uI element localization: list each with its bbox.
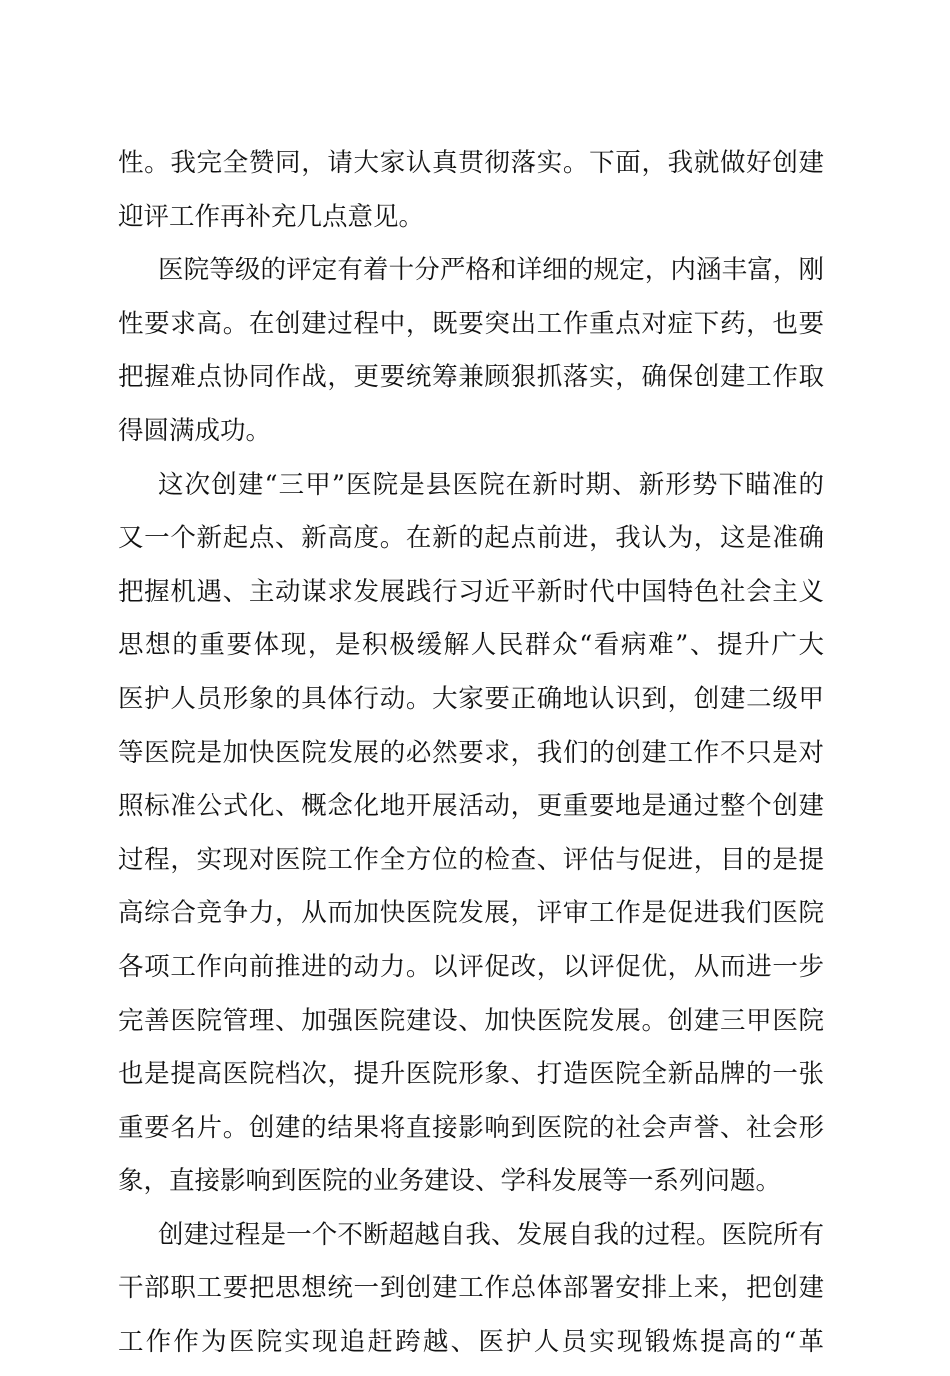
paragraph-4-line-1: 创建过程是一个不断超越自我、发展自我的过程。医院所有 bbox=[158, 1219, 824, 1250]
paragraph-2-line-4: 得圆满成功。 bbox=[118, 415, 272, 446]
paragraph-3-line-11: 完善医院管理、加强医院建设、加快医院发展。创建三甲医院 bbox=[118, 1005, 824, 1036]
paragraph-3-line-10: 各项工作向前推进的动力。以评促改，以评促优，从而进一步 bbox=[118, 951, 824, 982]
paragraph-2-line-2: 性要求高。在创建过程中，既要突出工作重点对症下药，也要 bbox=[118, 308, 824, 339]
paragraph-3-line-12: 也是提高医院档次，提升医院形象、打造医院全新品牌的一张 bbox=[118, 1059, 824, 1090]
paragraph-3-line-1: 这次创建“三甲”医院是县医院在新时期、新形势下瞄准的 bbox=[158, 469, 824, 500]
paragraph-3-line-8: 过程，实现对医院工作全方位的检查、评估与促进，目的是提 bbox=[118, 844, 824, 875]
paragraph-3-line-9: 高综合竞争力，从而加快医院发展，评审工作是促进我们医院 bbox=[118, 898, 824, 929]
paragraph-3-line-3: 把握机遇、主动谋求发展践行习近平新时代中国特色社会主义 bbox=[118, 576, 824, 607]
document-body bbox=[118, 143, 824, 1376]
paragraph-1-line-2: 迎评工作再补充几点意见。 bbox=[118, 201, 425, 232]
paragraph-4-line-2: 干部职工要把思想统一到创建工作总体部署安排上来，把创建 bbox=[118, 1273, 824, 1304]
paragraph-2-line-1: 医院等级的评定有着十分严格和详细的规定，内涵丰富，刚 bbox=[158, 255, 824, 286]
paragraph-2-line-3: 把握难点协同作战，更要统筹兼顾狠抓落实，确保创建工作取 bbox=[118, 362, 824, 393]
paragraph-3-line-13: 重要名片。创建的结果将直接影响到医院的社会声誉、社会形 bbox=[118, 1112, 824, 1143]
paragraph-3-line-5: 医护人员形象的具体行动。大家要正确地认识到，创建二级甲 bbox=[118, 683, 824, 714]
paragraph-1-line-1: 性。我完全赞同，请大家认真贯彻落实。下面，我就做好创建 bbox=[118, 148, 824, 178]
paragraph-3-line-2: 又一个新起点、新高度。在新的起点前进，我认为，这是准确 bbox=[118, 523, 824, 554]
paragraph-4-line-3: 工作作为医院实现追赶跨越、医护人员实现锻炼提高的“革 bbox=[118, 1327, 824, 1358]
paragraph-3-line-7: 照标准公式化、概念化地开展活动，更重要地是通过整个创建 bbox=[118, 791, 824, 822]
paragraph-3-line-6: 等医院是加快医院发展的必然要求，我们的创建工作不只是对 bbox=[118, 737, 824, 768]
paragraph-3-line-14: 象，直接影响到医院的业务建设、学科发展等一系列问题。 bbox=[118, 1166, 782, 1197]
paragraph-3-line-4: 思想的重要体现，是积极缓解人民群众“看病难”、提升广大 bbox=[118, 630, 824, 661]
